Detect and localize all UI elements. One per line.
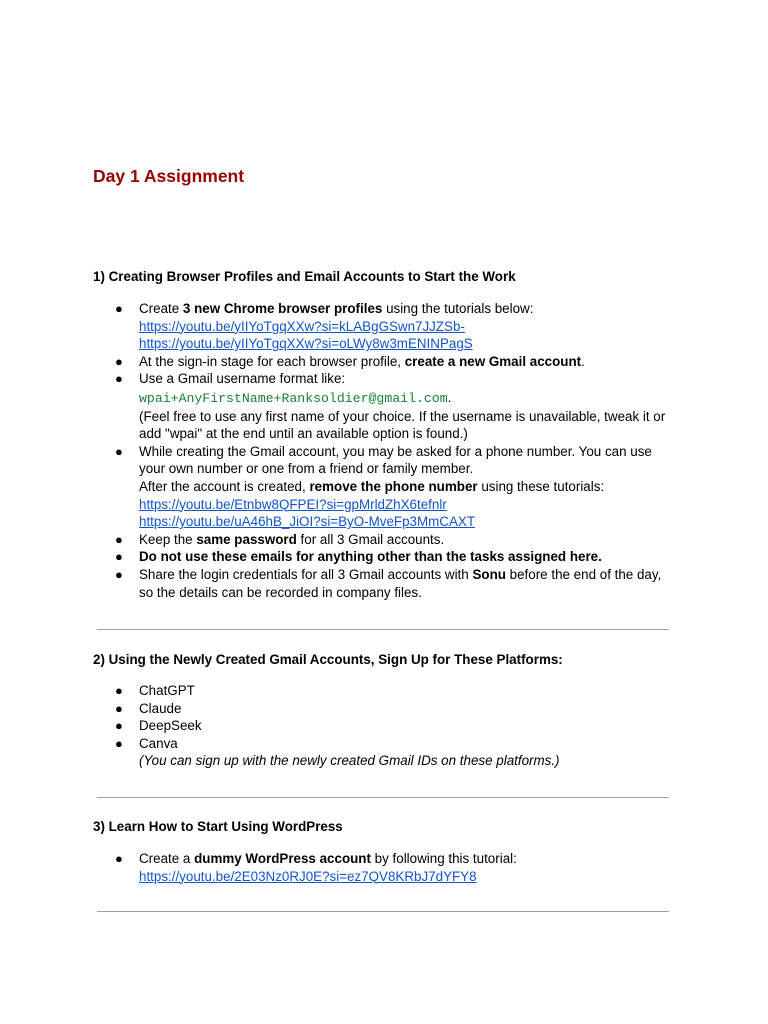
bold-text: dummy WordPress account [194,851,371,866]
text: . [447,389,452,405]
text: using the tutorials below: [382,301,534,316]
text: Share the login credentials for all 3 Gmail accounts with [139,566,473,582]
horizontal-divider [97,797,669,798]
text: While creating the Gmail account, you may be asked for a phone number. You can use your own number or one from a friend or family member. [139,443,652,477]
bullet-icon: ● [115,700,123,716]
section-1-heading: 1) Creating Browser Profiles and Email Accounts to Start the Work [93,269,516,284]
remove-phone-link-2[interactable]: https://youtu.be/uA46hB_JiOI?si=ByO-MveFp3MmCAXT [139,514,476,530]
bullet-icon: ● [115,566,123,582]
list-item [115,735,679,770]
bullet-icon: ● [115,371,123,387]
text: Create a [139,851,195,866]
bullet-icon: ● [115,443,123,459]
list-item [115,717,679,735]
horizontal-divider [97,911,669,912]
bullet-icon: ● [115,718,123,734]
bullet-icon: ● [115,735,123,751]
note-text: (You can sign up with the newly created Gmail IDs on these platforms.) [139,753,560,769]
list-item [115,548,679,566]
list-item [115,850,679,885]
bold-text: 3 new Chrome browser profiles [182,301,383,316]
bold-text: Do not use these emails for anything other than the tasks assigned here. [139,549,602,565]
section-3-heading: 3) Learn How to Start Using WordPress [93,819,343,834]
section-3-list [115,850,679,885]
horizontal-divider [97,629,669,630]
text: using these tutorials: [477,478,605,494]
list-item [115,700,679,718]
text: . [581,353,585,369]
text: After the account is created, [139,478,310,494]
list-item [115,353,679,371]
platform-name: DeepSeek [139,718,202,734]
bold-text: remove the phone number [309,478,478,494]
tutorial-link-2[interactable]: https://youtu.be/yIIYoTgqXXw?si=oLWy8w3mENINPagS [139,336,473,352]
platform-name: Claude [139,700,182,716]
section-2-heading: 2) Using the Newly Created Gmail Accounts, Sign Up for These Platforms: [93,652,563,667]
bullet-icon: ● [115,353,123,369]
bullet-icon: ● [115,549,123,565]
list-item [115,300,679,353]
bullet-icon: ● [115,531,123,547]
text: Use a Gmail username format like: [139,371,346,387]
bold-text: create a new Gmail account [404,353,582,369]
platform-name: ChatGPT [139,683,195,698]
text: At the sign-in stage for each browser profile, [139,353,405,369]
note-text: (Feel free to use any first name of your choice. If the username is unavailable, tweak it or add "wpai" at the end until an available option is found.) [139,408,666,442]
text: for all 3 Gmail accounts. [296,531,445,547]
text: by following this tutorial: [370,851,517,866]
email-format-code: wpai+AnyFirstName+Ranksoldier@gmail.com [139,390,448,406]
platform-name: Canva [139,735,178,751]
page-title: Day 1 Assignment [93,166,245,186]
list-item [115,531,679,549]
text: before the end of the day, so the details can be recorded in company files. [139,566,662,600]
bullet-icon: ● [115,683,123,698]
list-item [115,370,679,442]
bullet-icon: ● [115,851,123,866]
bullet-icon: ● [115,301,123,316]
remove-phone-link-1[interactable]: https://youtu.be/Etnbw8QFPEI?si=gpMrldZhX6tefnlr [139,496,447,512]
list-item [115,682,679,700]
section-1-list [115,300,679,601]
list-item [115,566,679,601]
wordpress-tutorial-link[interactable]: https://youtu.be/2E03Nz0RJ0E?si=ez7QV8KRbJ7dYFY8 [139,868,477,884]
bold-text: Sonu [472,566,506,582]
list-item [115,443,679,531]
section-2-list [115,682,679,770]
text: Keep the [139,531,197,547]
text: Create [139,301,183,316]
bold-text: same password [196,531,297,547]
tutorial-link-1[interactable]: https://youtu.be/yIIYoTgqXXw?si=kLABgGSwn7JJZSb- [139,318,465,334]
